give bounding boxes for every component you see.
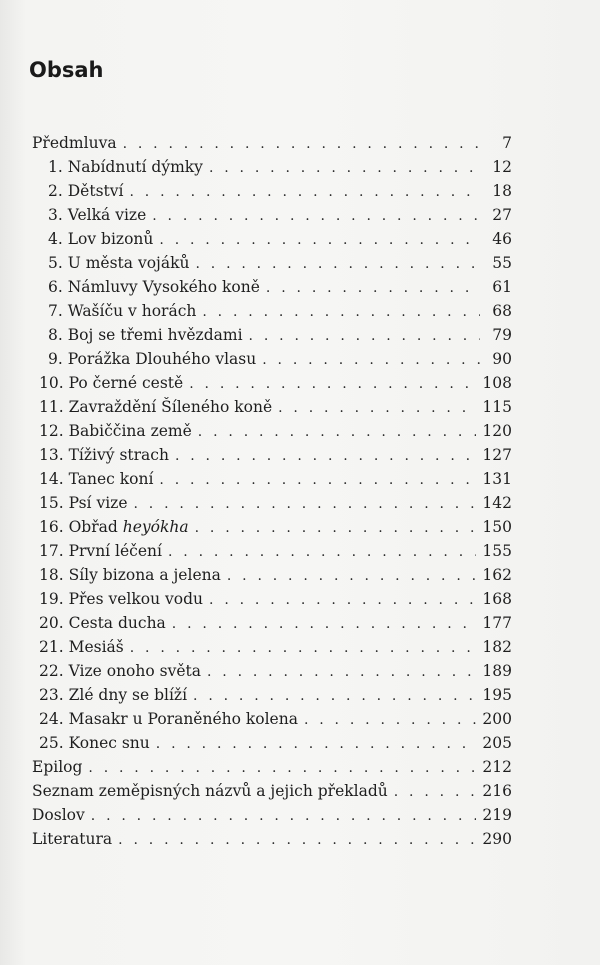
- toc-entry: [32, 731, 512, 755]
- chapter-title: Lov bizonů: [67, 230, 154, 248]
- toc-entry-label: [32, 587, 203, 611]
- toc-entry: [32, 131, 512, 155]
- chapter-number: 7.: [48, 302, 63, 320]
- chapter-number: 4.: [48, 230, 63, 248]
- toc-entry-label: [32, 203, 146, 227]
- dot-leader: [202, 300, 480, 324]
- toc-entry-label: [32, 731, 150, 755]
- toc-entry: [32, 203, 512, 227]
- page-number: 68: [492, 302, 512, 320]
- dot-leader: [91, 804, 477, 828]
- toc-entry: [32, 299, 512, 323]
- dot-leader: [159, 228, 480, 252]
- toc-entry: [32, 251, 512, 275]
- dot-leader: [209, 588, 476, 612]
- chapter-title: Babiččina země: [68, 422, 192, 440]
- chapter-title: Epilog: [32, 758, 83, 776]
- chapter-title: Porážka Dlouhého vlasu: [67, 350, 257, 368]
- toc-entry: [32, 419, 512, 443]
- toc-entry: [32, 635, 512, 659]
- chapter-title: U města vojáků: [67, 254, 190, 272]
- chapter-title: Literatura: [32, 830, 113, 848]
- chapter-title: Boj se třemi hvězdami: [67, 326, 243, 344]
- toc-entry: [32, 179, 512, 203]
- toc-entry-label: [32, 659, 201, 683]
- toc-entry-label: [32, 635, 124, 659]
- chapter-number: 23.: [39, 686, 64, 704]
- page-number: 7: [502, 134, 512, 152]
- toc-entry: [32, 587, 512, 611]
- toc-entry-label: [32, 155, 203, 179]
- page-number: 219: [482, 806, 512, 824]
- chapter-number: 19.: [39, 590, 64, 608]
- toc-entry-label: [32, 251, 189, 275]
- chapter-title: Wašíču v horách: [67, 302, 197, 320]
- chapter-number: 1.: [48, 158, 63, 176]
- dot-leader: [156, 732, 477, 756]
- chapter-title: Po černé cestě: [68, 374, 184, 392]
- chapter-title: Masakr u Poraněného kolena: [68, 710, 298, 728]
- toc-entry: [32, 539, 512, 563]
- chapter-number: 2.: [48, 182, 63, 200]
- chapter-number: 14.: [39, 470, 64, 488]
- toc-entry-label: [32, 467, 153, 491]
- toc-entry-label: [32, 539, 162, 563]
- page-number: 79: [492, 326, 512, 344]
- page-number: 162: [482, 566, 512, 584]
- toc-entry: [32, 755, 512, 779]
- toc-entry-label: [32, 323, 243, 347]
- toc-entry: [32, 563, 512, 587]
- toc-entry-label: [32, 275, 260, 299]
- dot-leader: [129, 180, 480, 204]
- toc-entry-label: [32, 371, 183, 395]
- page-number: 290: [482, 830, 512, 848]
- chapter-number: 15.: [39, 494, 64, 512]
- toc-entry: [32, 275, 512, 299]
- toc-entry: [32, 707, 512, 731]
- dot-leader: [123, 132, 480, 156]
- chapter-title: Tíživý strach: [68, 446, 169, 464]
- page-number: 46: [492, 230, 512, 248]
- chapter-title: Zavraždění Šíleného koně: [68, 398, 273, 416]
- chapter-number: 22.: [39, 662, 64, 680]
- chapter-number: 25.: [39, 734, 64, 752]
- chapter-number: 6.: [48, 278, 63, 296]
- toc-entry: [32, 227, 512, 251]
- toc-entry: [32, 779, 512, 803]
- toc-entry-label: [32, 227, 153, 251]
- chapter-title: Tanec koní: [68, 470, 154, 488]
- toc-entry-label: [32, 419, 192, 443]
- page-number: 195: [482, 686, 512, 704]
- page-number: 108: [482, 374, 512, 392]
- toc-entry: [32, 827, 512, 851]
- chapter-number: 21.: [39, 638, 64, 656]
- toc-entry-label: [32, 443, 169, 467]
- chapter-title: Velká vize: [67, 206, 147, 224]
- chapter-number: 12.: [39, 422, 64, 440]
- toc-entry-label: [32, 611, 166, 635]
- chapter-number: 8.: [48, 326, 63, 344]
- dot-leader: [207, 660, 476, 684]
- chapter-title: Námluvy Vysokého koně: [67, 278, 260, 296]
- toc-entry-label: [32, 491, 128, 515]
- page-number: 189: [482, 662, 512, 680]
- dot-leader: [227, 564, 477, 588]
- chapter-title: První léčení: [68, 542, 162, 560]
- chapter-title: Cesta ducha: [68, 614, 166, 632]
- chapter-title: Doslov: [32, 806, 85, 824]
- chapter-title: Vize onoho světa: [68, 662, 201, 680]
- chapter-number: 3.: [48, 206, 63, 224]
- toc-entry: [32, 323, 512, 347]
- page-number: 127: [482, 446, 512, 464]
- toc-entry-label: [32, 683, 187, 707]
- page-number: 27: [492, 206, 512, 224]
- page-number: 200: [482, 710, 512, 728]
- page-number: 12: [492, 158, 512, 176]
- chapter-number: 17.: [39, 542, 64, 560]
- chapter-title: Dětství: [67, 182, 124, 200]
- page-number: 216: [482, 782, 512, 800]
- toc-entry: [32, 155, 512, 179]
- dot-leader: [198, 420, 477, 444]
- chapter-title: Seznam zeměpisných názvů a jejich překladů: [32, 782, 388, 800]
- dot-leader: [134, 492, 477, 516]
- chapter-title: Síly bizona a jelena: [68, 566, 221, 584]
- toc-entry-label: [32, 347, 256, 371]
- chapter-number: 18.: [39, 566, 64, 584]
- chapter-number: 11.: [39, 398, 64, 416]
- dot-leader: [152, 204, 480, 228]
- toc-entry: [32, 683, 512, 707]
- dot-leader: [193, 684, 476, 708]
- chapter-title: Přes velkou vodu: [68, 590, 204, 608]
- dot-leader: [278, 396, 476, 420]
- dot-leader: [159, 468, 476, 492]
- chapter-title: Mesiáš: [68, 638, 124, 656]
- toc-entry: [32, 611, 512, 635]
- dot-leader: [266, 276, 480, 300]
- chapter-number: 20.: [39, 614, 64, 632]
- chapter-title: Nabídnutí dýmky: [67, 158, 203, 176]
- toc-entry-label: [32, 827, 112, 851]
- chapter-title: Konec snu: [68, 734, 150, 752]
- toc-entry: [32, 659, 512, 683]
- toc-entry: [32, 467, 512, 491]
- dot-leader: [130, 636, 477, 660]
- chapter-number: 9.: [48, 350, 63, 368]
- page-number: 55: [492, 254, 512, 272]
- page-number: 205: [482, 734, 512, 752]
- page-number: 115: [482, 398, 512, 416]
- toc-entry-label: [32, 563, 221, 587]
- toc-entry-label: [32, 395, 272, 419]
- page-number: 90: [492, 350, 512, 368]
- page-number: 212: [482, 758, 512, 776]
- page-title: Obsah: [29, 58, 104, 82]
- page-number: 168: [482, 590, 512, 608]
- toc-entry: [32, 395, 512, 419]
- page-number: 61: [492, 278, 512, 296]
- dot-leader: [195, 516, 477, 540]
- dot-leader: [172, 612, 477, 636]
- dot-leader: [175, 444, 476, 468]
- chapter-title: Zlé dny se blíží: [68, 686, 188, 704]
- page-number: 155: [482, 542, 512, 560]
- dot-leader: [118, 828, 476, 852]
- toc-entry-label: [32, 179, 123, 203]
- chapter-number: 24.: [39, 710, 64, 728]
- chapter-title: Psí vize: [68, 494, 128, 512]
- toc-entry: [32, 443, 512, 467]
- page-number: 131: [482, 470, 512, 488]
- dot-leader: [262, 348, 480, 372]
- chapter-number: 13.: [39, 446, 64, 464]
- dot-leader: [88, 756, 476, 780]
- dot-leader: [168, 540, 476, 564]
- chapter-title: Předmluva: [32, 134, 117, 152]
- dot-leader: [209, 156, 480, 180]
- page-number: 150: [482, 518, 512, 536]
- page-number: 18: [492, 182, 512, 200]
- toc-entry: [32, 515, 512, 539]
- page-number: 177: [482, 614, 512, 632]
- page-number: 120: [482, 422, 512, 440]
- dot-leader: [189, 372, 476, 396]
- toc-entry-label: [32, 755, 82, 779]
- page-number: 182: [482, 638, 512, 656]
- page-number: 142: [482, 494, 512, 512]
- dot-leader: [394, 780, 477, 804]
- chapter-number: 16.: [39, 518, 64, 536]
- toc-entry-label: [32, 131, 117, 155]
- dot-leader: [195, 252, 480, 276]
- dot-leader: [249, 324, 480, 348]
- toc-entry: [32, 803, 512, 827]
- chapter-title-italic: heyókha: [122, 518, 189, 536]
- toc-entry-label: [32, 299, 196, 323]
- toc-entry-label: [32, 515, 189, 539]
- toc-entry: [32, 491, 512, 515]
- chapter-number: 10.: [39, 374, 64, 392]
- chapter-number: 5.: [48, 254, 63, 272]
- dot-leader: [304, 708, 476, 732]
- toc-entry: [32, 347, 512, 371]
- chapter-title: Obřad: [68, 518, 118, 536]
- toc-entry-label: [32, 779, 388, 803]
- toc-entry-label: [32, 803, 85, 827]
- table-of-contents: [32, 131, 512, 851]
- toc-entry-label: [32, 707, 298, 731]
- toc-entry: [32, 371, 512, 395]
